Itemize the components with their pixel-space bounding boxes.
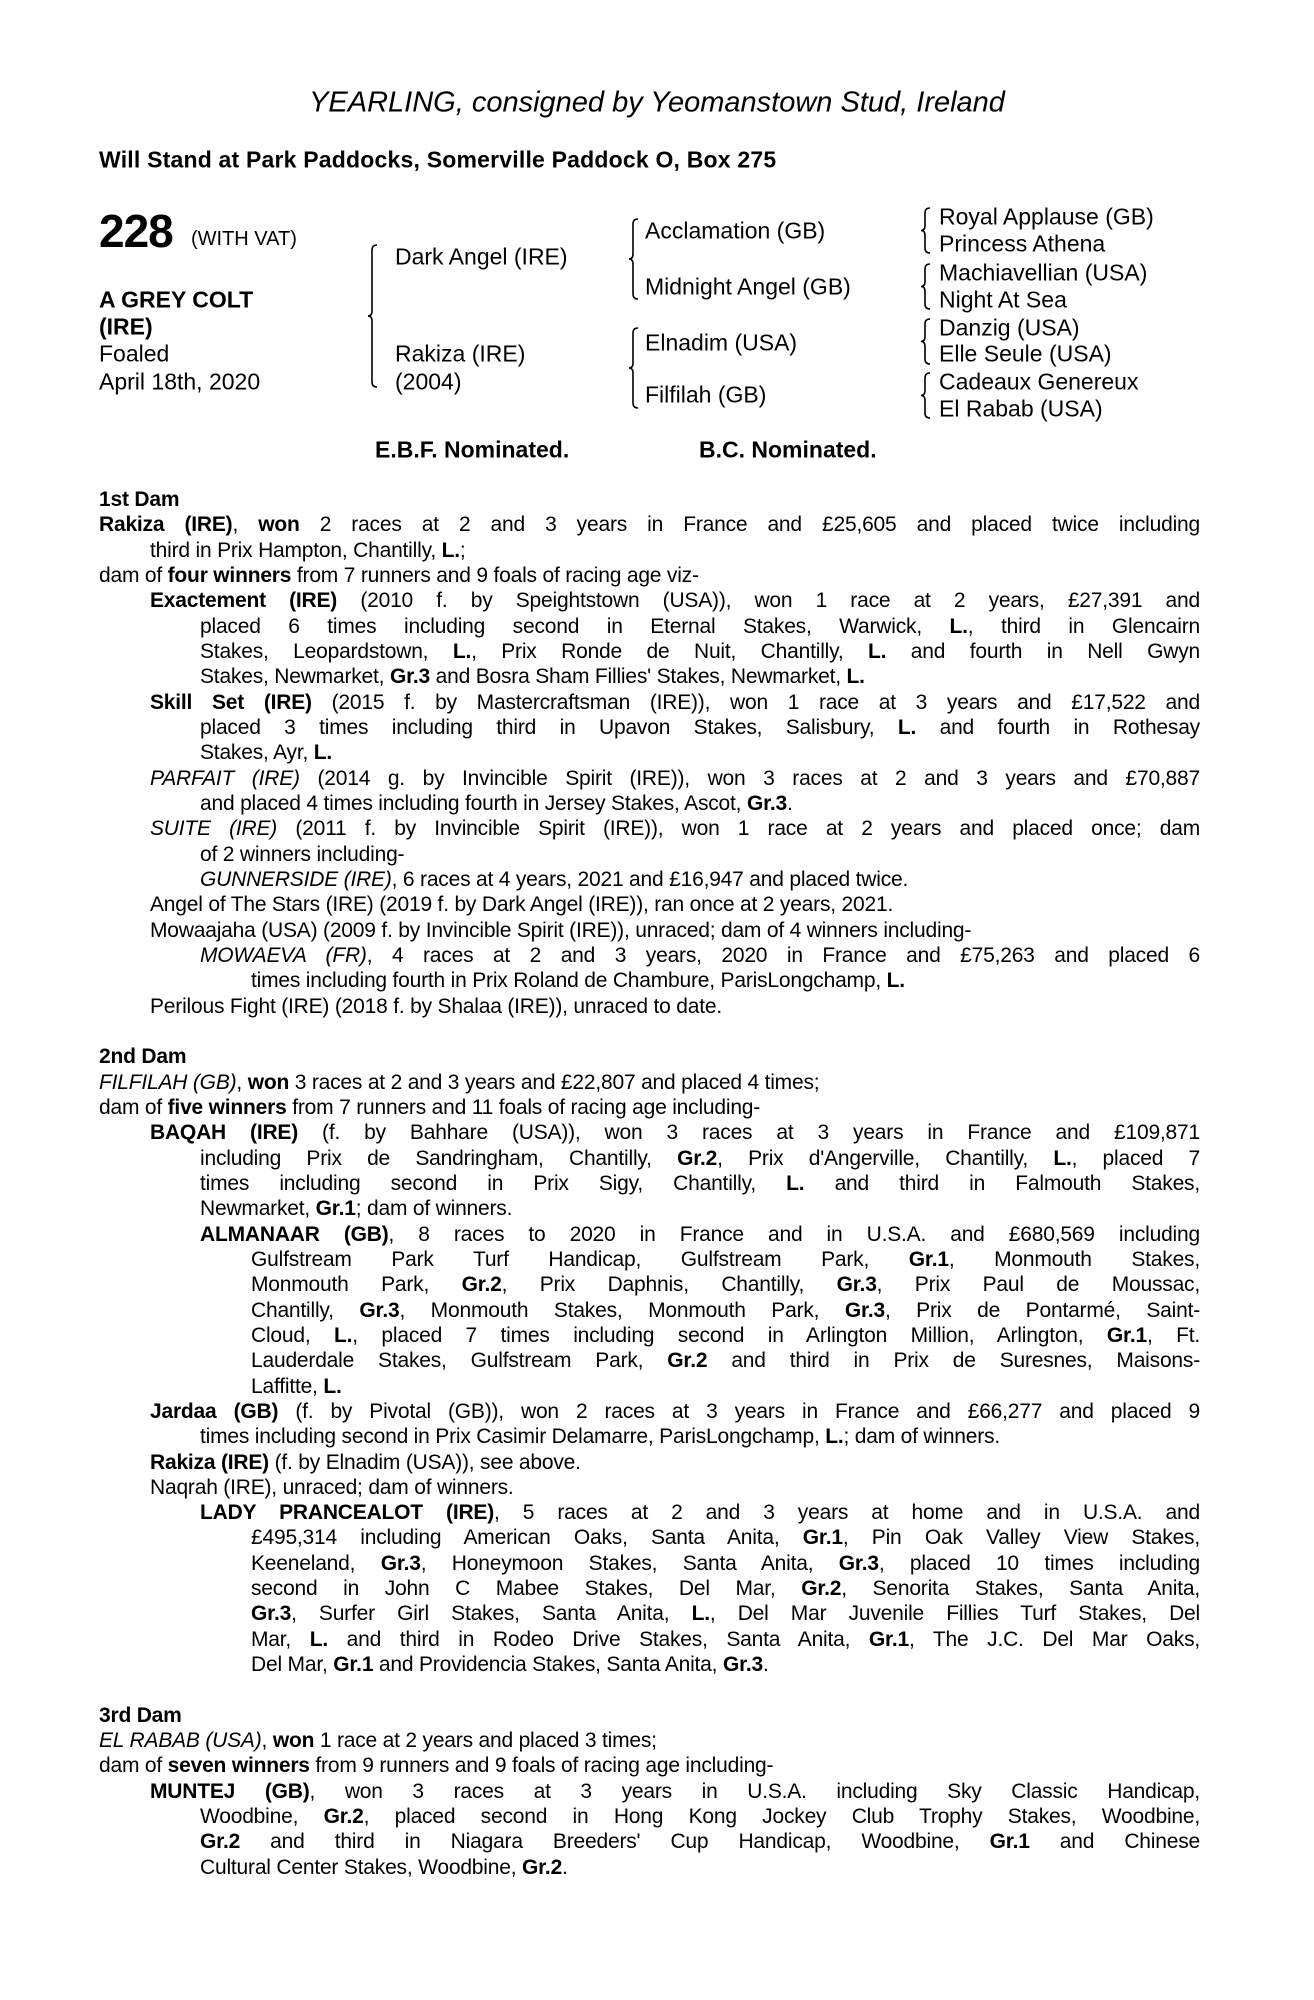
text: , won 3 races at 3 years in U.S.A. including Sky Classic Handicap, xyxy=(309,1779,1200,1803)
bold-text: LADY PRANCEALOT (IRE) xyxy=(200,1501,495,1525)
text: third in Prix Hampton, Chantilly, xyxy=(150,538,442,562)
text: , 6 races at 4 years, 2021 and £16,947 and placed twice. xyxy=(391,867,909,891)
page-title: YEARLING, consigned by Yeomanstown Stud, Ireland xyxy=(309,86,1005,119)
text-line xyxy=(150,690,1200,715)
text-line xyxy=(150,1475,1200,1500)
text: , Pin Oak Valley View Stakes, xyxy=(842,1526,1200,1550)
dam-section xyxy=(99,1044,1200,1677)
italic-text: MOWAEVA (FR) xyxy=(200,943,367,967)
pedigree-dam: Rakiza (IRE) xyxy=(395,340,526,367)
text: from 7 runners and 11 foals of racing age including- xyxy=(286,1095,761,1119)
text: from 9 runners and 9 foals of racing age including- xyxy=(309,1754,774,1778)
text-line xyxy=(150,892,1200,917)
text: , Honeymoon Stakes, Santa Anita, xyxy=(420,1551,839,1575)
text: 2 races at 2 and 3 years in France and £25,605 and placed twice including xyxy=(299,513,1200,537)
text: placed 3 times including third in Upavon Stakes, Salisbury, xyxy=(200,715,898,739)
italic-text: SUITE (IRE) xyxy=(150,817,278,841)
text-line xyxy=(99,1728,1200,1753)
bold-text: Gr.3 xyxy=(836,1273,877,1297)
text-line xyxy=(200,943,1200,968)
text-line xyxy=(150,1120,1200,1145)
text: (2010 f. by Speightstown (USA)), won 1 race at 2 years, £27,391 and xyxy=(337,589,1200,613)
text-line xyxy=(150,994,1200,1019)
text: Stakes, Leopardstown, xyxy=(200,639,453,663)
text: Keeneland, xyxy=(251,1551,381,1575)
text: (f. by Bahhare (USA)), won 3 races at 3 years in France and £109,871 xyxy=(298,1121,1200,1145)
text: Monmouth Park, xyxy=(251,1273,462,1297)
text-line xyxy=(200,1171,1200,1196)
pedigree-gen3: Machiavellian (USA) xyxy=(939,259,1148,286)
brace-icon xyxy=(920,318,932,365)
produce-entry xyxy=(99,766,1200,817)
bold-text: won xyxy=(258,513,300,537)
text: Cloud, xyxy=(251,1323,334,1347)
pedigree-gen3: El Rabab (USA) xyxy=(939,395,1103,422)
text-line xyxy=(150,1450,1200,1475)
text: . xyxy=(787,791,793,815)
foaled-date: April 18th, 2020 xyxy=(99,368,261,395)
brace-icon xyxy=(920,372,932,419)
text: Stakes, Newmarket, xyxy=(200,665,390,689)
text: and Bosra Sham Fillies' Stakes, Newmarket, xyxy=(430,665,847,689)
bold-text: L. xyxy=(846,665,865,689)
stand-location: Will Stand at Park Paddocks, Somerville Paddock O, Box 275 xyxy=(99,146,777,173)
text: and placed 4 times including fourth in Jersey Stakes, Ascot, xyxy=(200,791,747,815)
horse-description: A GREY COLT xyxy=(99,286,254,313)
text: ; dam of winners. xyxy=(843,1425,1000,1449)
bold-text: Gr.1 xyxy=(802,1526,843,1550)
text: of 2 winners including- xyxy=(200,842,405,866)
bold-text: Rakiza (IRE) xyxy=(150,1450,269,1474)
text-line xyxy=(251,1551,1200,1576)
bold-text: Gr.1 xyxy=(868,1627,909,1651)
text: £495,314 including American Oaks, Santa Anita, xyxy=(251,1526,803,1550)
bold-text: five winners xyxy=(167,1095,287,1119)
text: , Senorita Stakes, Santa Anita, xyxy=(841,1577,1200,1601)
text: 1 race at 2 years and placed 3 times; xyxy=(314,1729,657,1753)
text-line xyxy=(251,1576,1200,1601)
bold-text: Gr.1 xyxy=(333,1653,374,1677)
text: , placed 10 times including xyxy=(878,1551,1200,1575)
text-line xyxy=(200,1222,1200,1247)
text: . xyxy=(763,1653,769,1677)
bold-text: BAQAH (IRE) xyxy=(150,1121,299,1145)
text: and fourth in Rothesay xyxy=(916,715,1200,739)
produce-entry xyxy=(99,816,1200,867)
text-line xyxy=(200,791,1200,816)
bold-text: L. xyxy=(868,639,887,663)
text: and third in Prix de Suresnes, Maisons- xyxy=(707,1349,1200,1373)
bold-text: four winners xyxy=(167,564,292,587)
text: , Del Mar Juvenile Fillies Turf Stakes, Del xyxy=(709,1602,1200,1626)
bold-text: seven winners xyxy=(167,1754,310,1778)
bold-text: Gr.3 xyxy=(838,1551,879,1575)
text: (2015 f. by Mastercraftsman (IRE)), won 1 race at 3 years and £17,522 and xyxy=(311,690,1200,714)
text: Cultural Center Stakes, Woodbine, xyxy=(200,1855,522,1879)
text-line xyxy=(200,1424,1200,1449)
bold-text: L. xyxy=(441,538,460,562)
text: (f. by Elnadim (USA)), see above. xyxy=(268,1450,581,1474)
pedigree-gen2: Elnadim (USA) xyxy=(645,329,798,356)
text: , placed 7 times including second in Arlington Million, Arlington, xyxy=(352,1323,1107,1347)
text: placed 6 times including second in Eternal Stakes, Warwick, xyxy=(200,614,950,638)
text-line xyxy=(150,588,1200,613)
text-line xyxy=(251,1627,1200,1652)
text: dam of xyxy=(99,564,168,587)
bold-text: Gr.3 xyxy=(746,791,787,815)
section-heading: 1st Dam xyxy=(99,488,180,511)
pedigree-dam-year: (2004) xyxy=(395,368,462,395)
produce-record xyxy=(99,487,1200,1905)
text-line xyxy=(200,1500,1200,1525)
section-heading: 3rd Dam xyxy=(99,1703,182,1727)
text: 3 races at 2 and 3 years and £22,807 and placed 4 times; xyxy=(289,1070,820,1094)
text: and third in Rodeo Drive Stakes, Santa Anita, xyxy=(327,1627,869,1651)
bold-text: L. xyxy=(334,1323,353,1347)
text-line xyxy=(200,614,1200,639)
pedigree-gen2: Acclamation (GB) xyxy=(645,217,826,244)
text: (2011 f. by Invincible Spirit (IRE)), won 1 race at 2 years and placed once; dam xyxy=(277,817,1200,841)
text: and Providencia Stakes, Santa Anita, xyxy=(373,1653,723,1677)
bold-text: ALMANAAR (GB) xyxy=(200,1222,389,1246)
text-line xyxy=(150,1779,1200,1804)
text-line xyxy=(150,1399,1200,1424)
text: Mar, xyxy=(251,1627,310,1651)
text: , Monmouth Stakes, Monmouth Park, xyxy=(399,1298,845,1322)
brace-icon xyxy=(920,263,932,310)
bold-text: Gr.2 xyxy=(461,1273,502,1297)
produce-entry xyxy=(99,892,1200,917)
produce-entry xyxy=(99,1779,1200,1880)
text: Angel of The Stars (IRE) (2019 f. by Dark Angel (IRE)), ran once at 2 years, 2021. xyxy=(150,893,894,917)
text: Mowaajaha (USA) (2009 f. by Invincible Spirit (IRE)), unraced; dam of 4 winners including- xyxy=(150,918,972,942)
text: Woodbine, xyxy=(200,1805,324,1829)
produce-entry xyxy=(99,1399,1200,1450)
text-line xyxy=(200,1804,1200,1829)
text: , placed 7 xyxy=(1071,1146,1200,1170)
bold-text: won xyxy=(272,1729,315,1753)
text-line xyxy=(150,816,1200,841)
pedigree-gen2: Filfilah (GB) xyxy=(645,381,767,408)
bold-text: L. xyxy=(786,1171,805,1195)
text-line xyxy=(251,1323,1200,1348)
text-line xyxy=(251,1525,1200,1550)
produce-entry xyxy=(99,1120,1200,1221)
brace-icon xyxy=(920,207,932,254)
text-line xyxy=(251,968,1200,993)
bold-text: L. xyxy=(1053,1146,1072,1170)
bold-text: Gr.3 xyxy=(251,1602,292,1626)
text: Naqrah (IRE), unraced; dam of winners. xyxy=(150,1475,514,1499)
text: Del Mar, xyxy=(251,1653,334,1677)
bold-text: Gr.2 xyxy=(801,1577,842,1601)
text: , 4 races at 2 and 3 years, 2020 in France and £75,263 and placed 6 xyxy=(366,943,1200,967)
text-line xyxy=(150,766,1200,791)
text: Laffitte, xyxy=(251,1374,324,1398)
text: . xyxy=(562,1855,568,1879)
text-line xyxy=(200,664,1200,689)
pedigree-gen2: Midnight Angel (GB) xyxy=(645,273,851,300)
pedigree-gen3: Cadeaux Genereux xyxy=(939,368,1139,395)
bold-text: Gr.2 xyxy=(323,1805,364,1829)
text: dam of xyxy=(99,1095,168,1119)
text-line xyxy=(99,563,1200,588)
italic-text: PARFAIT (IRE) xyxy=(150,766,300,790)
italic-text: FILFILAH (GB) xyxy=(99,1070,237,1094)
text-line xyxy=(99,1070,1200,1095)
text: Gulfstream Park Turf Handicap, Gulfstream Park, xyxy=(251,1247,909,1271)
foaled-label: Foaled xyxy=(99,340,170,367)
text-line xyxy=(99,512,1200,537)
brace-icon xyxy=(628,327,640,409)
lot-number: 228 xyxy=(99,205,173,257)
bold-text: Gr.1 xyxy=(989,1830,1030,1854)
bc-nomination: B.C. Nominated. xyxy=(699,436,877,463)
italic-text: EL RABAB (USA) xyxy=(99,1729,262,1753)
pedigree-gen3: Night At Sea xyxy=(939,286,1067,313)
vat-label: (WITH VAT) xyxy=(191,228,297,250)
text-line xyxy=(200,1196,1200,1221)
bold-text: L. xyxy=(691,1602,710,1626)
text: (f. by Pivotal (GB)), won 2 races at 3 years in France and £66,277 and placed 9 xyxy=(278,1399,1200,1423)
text-line xyxy=(251,1298,1200,1323)
produce-entry xyxy=(99,943,1200,994)
text: Perilous Fight (IRE) (2018 f. by Shalaa (IRE)), unraced to date. xyxy=(150,994,722,1018)
dam-section xyxy=(99,1703,1200,1880)
bold-text: won xyxy=(247,1070,290,1094)
text-line xyxy=(99,1095,1200,1120)
pedigree-sire: Dark Angel (IRE) xyxy=(395,243,568,270)
text: , Prix Ronde de Nuit, Chantilly, xyxy=(471,639,869,663)
text: times including second in Prix Sigy, Chantilly, xyxy=(200,1171,787,1195)
dam-section xyxy=(99,487,1200,1019)
brace-icon xyxy=(367,244,379,388)
bold-text: L. xyxy=(313,741,333,765)
text-line xyxy=(251,1247,1200,1272)
text-line xyxy=(200,1829,1200,1854)
bold-text: Skill Set (IRE) xyxy=(150,690,312,714)
pedigree-gen3: Danzig (USA) xyxy=(939,314,1080,341)
text-line xyxy=(251,1652,1200,1677)
bold-text: Gr.1 xyxy=(315,1197,356,1221)
produce-entry xyxy=(99,690,1200,766)
produce-entry xyxy=(99,1475,1200,1500)
bold-text: Gr.3 xyxy=(389,665,430,689)
text-line xyxy=(99,1753,1200,1778)
horse-origin: (IRE) xyxy=(99,313,153,340)
text-line xyxy=(200,867,1200,892)
text-line xyxy=(200,740,1200,765)
produce-entry xyxy=(99,1222,1200,1399)
bold-text: L. xyxy=(897,715,917,739)
text: , xyxy=(236,1070,248,1094)
text-line xyxy=(200,1146,1200,1171)
text-line xyxy=(251,1601,1200,1626)
bold-text: MUNTEJ (GB) xyxy=(150,1779,310,1803)
produce-entry xyxy=(99,1095,1200,1120)
text: ; xyxy=(459,538,466,562)
text: from 7 runners and 9 foals of racing age viz- xyxy=(291,564,699,587)
text: , Prix d'Angerville, Chantilly, xyxy=(717,1146,1054,1170)
bold-text: Gr.3 xyxy=(722,1653,763,1677)
bold-text: Gr.2 xyxy=(200,1830,241,1854)
text: , placed second in Hong Kong Jockey Club Trophy Stakes, Woodbine, xyxy=(363,1805,1200,1829)
text: Chantilly, xyxy=(251,1298,360,1322)
text: and third in Niagara Breeders' Cup Handicap, Woodbine, xyxy=(240,1830,990,1854)
text: and Chinese xyxy=(1029,1830,1200,1854)
bold-text: Gr.1 xyxy=(1106,1323,1147,1347)
text-line xyxy=(251,1348,1200,1373)
text: and fourth in Nell Gwyn xyxy=(886,639,1200,663)
text: , Prix Paul de Moussac, xyxy=(876,1273,1200,1297)
bold-text: L. xyxy=(309,1627,328,1651)
produce-entry xyxy=(99,1450,1200,1475)
bold-text: Gr.3 xyxy=(380,1551,421,1575)
bold-text: Gr.3 xyxy=(359,1298,400,1322)
produce-entry xyxy=(99,512,1200,563)
bold-text: Jardaa (GB) xyxy=(150,1399,279,1423)
pedigree-gen3: Elle Seule (USA) xyxy=(939,340,1112,367)
bold-text: Gr.2 xyxy=(677,1146,718,1170)
text: dam of xyxy=(99,1754,168,1778)
text: second in John C Mabee Stakes, Del Mar, xyxy=(251,1577,802,1601)
text: , The J.C. Del Mar Oaks, xyxy=(908,1627,1200,1651)
produce-entry xyxy=(99,918,1200,943)
bold-text: L. xyxy=(323,1374,342,1398)
text: , Monmouth Stakes, xyxy=(948,1247,1200,1271)
text: Lauderdale Stakes, Gulfstream Park, xyxy=(251,1349,668,1373)
text-line xyxy=(200,1855,1200,1880)
text: , xyxy=(232,513,259,537)
produce-entry xyxy=(99,867,1200,892)
text: ; dam of winners. xyxy=(355,1197,513,1221)
brace-icon xyxy=(628,218,640,300)
text-line xyxy=(200,842,1200,867)
produce-entry xyxy=(99,1753,1200,1778)
text: and third in Falmouth Stakes, xyxy=(804,1171,1200,1195)
produce-entry xyxy=(99,994,1200,1019)
text: , xyxy=(261,1729,273,1753)
bold-text: Rakiza (IRE) xyxy=(99,513,233,537)
text-line xyxy=(200,715,1200,740)
text: , 5 races at 2 and 3 years at home and in U.S.A. and xyxy=(494,1501,1200,1525)
produce-entry xyxy=(99,1728,1200,1753)
text: times including second in Prix Casimir Delamarre, ParisLongchamp, xyxy=(200,1425,826,1449)
text-line xyxy=(251,1272,1200,1297)
bold-text: L. xyxy=(886,969,905,993)
produce-entry xyxy=(99,563,1200,588)
text: (2014 g. by Invincible Spirit (IRE)), won 3 races at 2 and 3 years and £70,887 xyxy=(299,766,1200,790)
pedigree-gen3: Royal Applause (GB) xyxy=(939,203,1154,230)
ebf-nomination: E.B.F. Nominated. xyxy=(375,436,570,463)
text-line xyxy=(200,639,1200,664)
bold-text: L. xyxy=(825,1425,844,1449)
text: Newmarket, xyxy=(200,1197,316,1221)
bold-text: Exactement (IRE) xyxy=(150,589,338,613)
produce-entry xyxy=(99,1500,1200,1677)
text: including Prix de Sandringham, Chantilly, xyxy=(200,1146,678,1170)
text: , Surfer Girl Stakes, Santa Anita, xyxy=(291,1602,692,1626)
text-line xyxy=(251,1374,1200,1399)
text: , third in Glencairn xyxy=(967,614,1200,638)
bold-text: Gr.2 xyxy=(521,1855,563,1879)
text-line xyxy=(150,918,1200,943)
bold-text: Gr.1 xyxy=(908,1247,949,1271)
bold-text: Gr.3 xyxy=(844,1298,885,1322)
bold-text: L. xyxy=(949,614,968,638)
section-heading: 2nd Dam xyxy=(99,1045,187,1069)
produce-entry xyxy=(99,588,1200,689)
italic-text: GUNNERSIDE (IRE) xyxy=(200,867,392,891)
text: , Prix Daphnis, Chantilly, xyxy=(501,1273,837,1297)
bold-text: L. xyxy=(452,639,472,663)
produce-entry xyxy=(99,1070,1200,1095)
text-line xyxy=(150,538,1200,563)
text: , Prix de Pontarmé, Saint- xyxy=(884,1298,1200,1322)
text: , 8 races to 2020 in France and in U.S.A. and £680,569 including xyxy=(388,1222,1200,1246)
text: Stakes, Ayr, xyxy=(200,741,314,765)
bold-text: Gr.2 xyxy=(667,1349,708,1373)
pedigree-gen3: Princess Athena xyxy=(939,230,1106,257)
text: times including fourth in Prix Roland de Chambure, ParisLongchamp, xyxy=(251,969,887,993)
text: , Ft. xyxy=(1146,1323,1200,1347)
